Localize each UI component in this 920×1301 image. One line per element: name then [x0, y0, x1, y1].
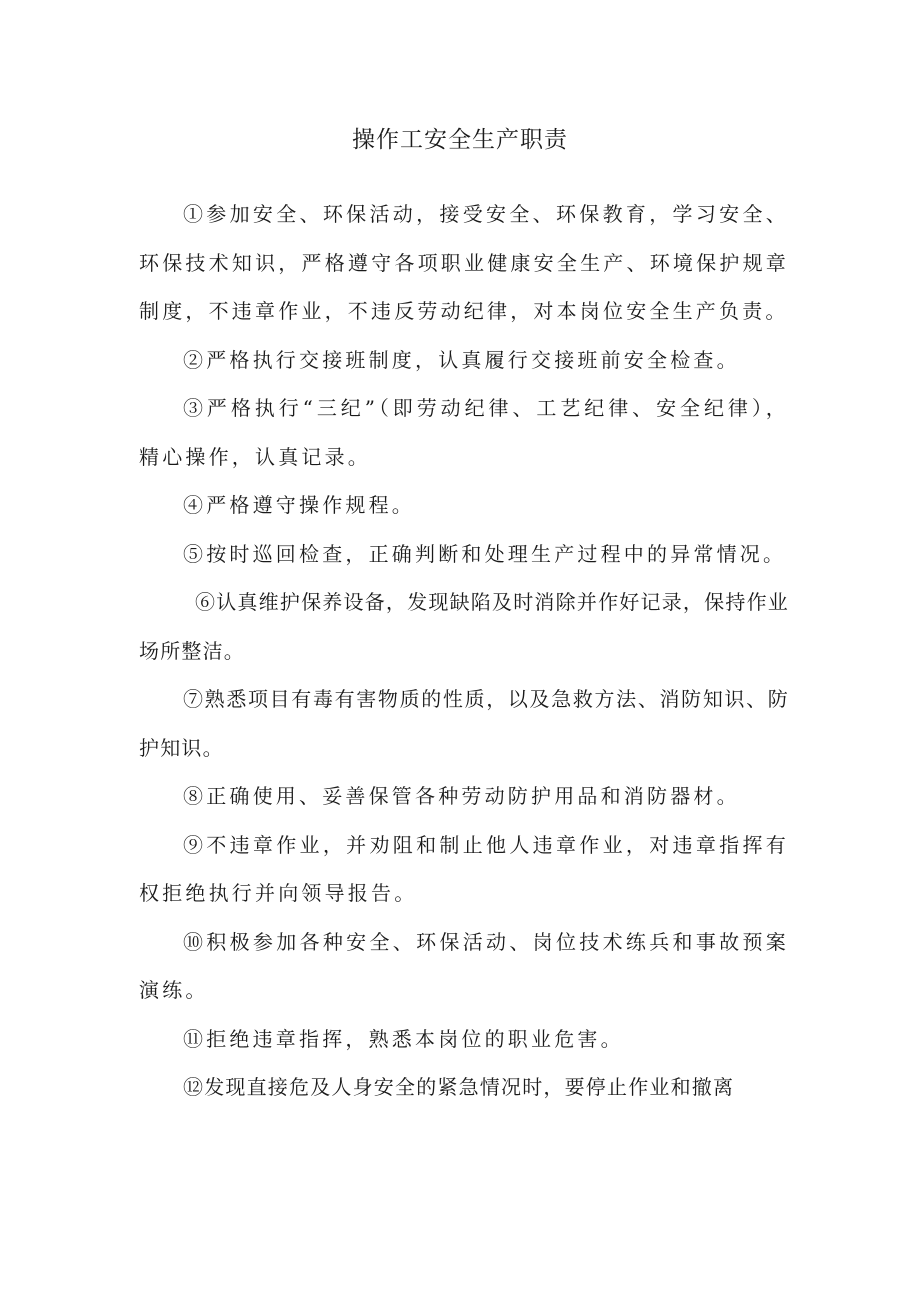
paragraph-4: ④严格遵守操作规程。 [183, 493, 415, 517]
document-title: 操作工安全生产职责 [352, 127, 568, 153]
paragraph-10: ⑩积极参加各种安全、环保活动、岗位技术练兵和事故预案演练。 [139, 929, 789, 1002]
paragraph-12: ⑫发现直接危及人身安全的紧急情况时，要停止作业和撤离 [183, 1075, 735, 1099]
document-body [139, 190, 789, 1112]
paragraph-5: ⑤按时巡回检查，正确判断和处理生产过程中的异常情况。 [183, 541, 787, 566]
paragraph-6: ⑥认真维护保养设备，发现缺陷及时消除并作好记录，保持作业场所整洁。 [139, 590, 789, 663]
paragraph-11: ⑪拒绝违章指挥，熟悉本岗位的职业危害。 [183, 1026, 624, 1051]
paragraph-8: ⑧正确使用、妥善保管各种劳动防护用品和消防器材。 [183, 784, 740, 808]
paragraph-1: ①参加安全、环保活动，接受安全、环保教育，学习安全、环保技术知识，严格遵守各项职业健康安全生产、环境保护规章制度，不违章作业，不违反劳动纪律，对本岗位安全生产负责。 [139, 202, 789, 323]
paragraph-9: ⑨不违章作业，并劝阻和制止他人违章作业，对违章指挥有权拒绝执行并向领导报告。 [139, 832, 789, 905]
paragraph-3: ③严格执行“三纪”（即劳动纪律、工艺纪律、安全纪律），精心操作，认真记录。 [139, 396, 789, 469]
paragraph-2: ②严格执行交接班制度，认真履行交接班前安全检查。 [183, 347, 740, 372]
paragraph-7: ⑦熟悉项目有毒有害物质的性质，以及急救方法、消防知识、防护知识。 [139, 687, 789, 760]
